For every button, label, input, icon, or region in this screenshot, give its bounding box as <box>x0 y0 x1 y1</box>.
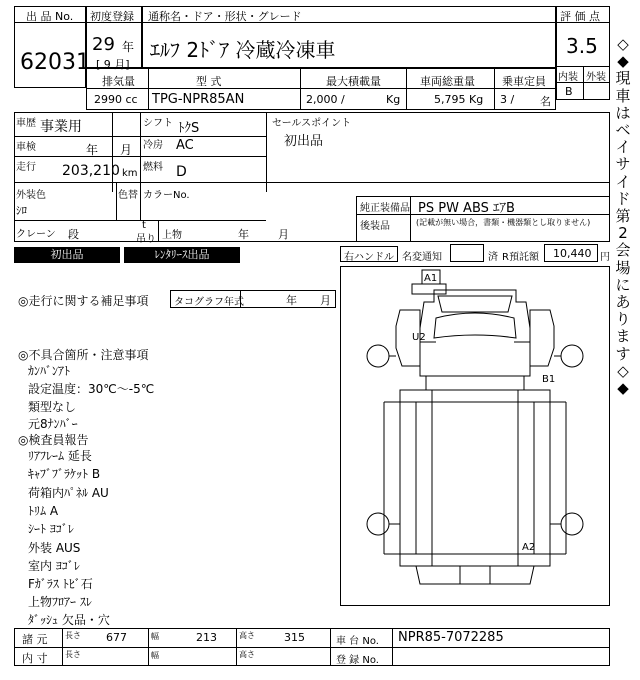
damage-mark-u2: U2 <box>412 332 426 343</box>
ship-month: 月 <box>278 228 289 241</box>
fuel-value: D <box>176 164 187 180</box>
note-line: ｼｰﾄ ﾖｺﾞﾚ <box>28 522 74 536</box>
model-value: TPG-NPR85AN <box>152 92 245 107</box>
interior-dims-label: 内 寸 <box>22 652 48 665</box>
note-line: ﾀﾞｯｼｭ 欠品・穴 <box>28 613 110 627</box>
vehicle-name: ｴﾙﾌ 2ﾄﾞｱ 冷蔵冷凍車 <box>150 38 336 62</box>
sales-point-value: 初出品 <box>284 134 324 149</box>
sales-point-label: セールスポイント <box>272 118 352 129</box>
first-listing-badge: 初出品 <box>14 247 120 263</box>
chassis-value: NPR85-7072285 <box>398 630 504 645</box>
lot-number: 62031 <box>20 50 90 75</box>
rear-panel <box>416 566 534 584</box>
height-value: 315 <box>284 631 305 644</box>
note-line: 上物ﾌﾛｱｰ ｽﾚ <box>28 595 92 609</box>
tachograph-year: 年 <box>286 294 297 307</box>
tachograph-month: 月 <box>320 294 331 307</box>
truck-diagram <box>340 266 610 606</box>
aftermarket-note: (記載が無い場合，書類・機器類とし取りません) <box>416 218 591 227</box>
front-left-wheel <box>367 345 389 367</box>
note-line: ｷｬﾌﾞﾌﾞﾗｹｯﾄ B <box>28 467 101 481</box>
registration-label: 登 録 No. <box>336 655 379 666</box>
history-label: 車歴 <box>16 118 36 129</box>
meter-change-label: 名変通知 <box>402 252 442 263</box>
first-reg-label: 初度登録 <box>90 10 134 23</box>
capacity-label: 乗車定員 <box>502 75 546 88</box>
cab-right-side <box>530 310 554 366</box>
crane-lift: 吊り <box>136 234 156 245</box>
color-value: ｼﾛ <box>16 204 27 217</box>
truck-cab-outline <box>420 290 530 376</box>
gross-weight-value: 5,795 Kg <box>434 93 484 106</box>
recycle-fee-value: 10,440 <box>553 247 592 260</box>
inspection-year: 年 <box>86 143 99 157</box>
cargo-box-outline <box>400 390 550 566</box>
rear-left-wheel <box>367 513 389 535</box>
width-value: 213 <box>196 631 217 644</box>
note-line: ﾘｱﾌﾚｰﾑ 延長 <box>28 449 92 463</box>
length-label: 長さ <box>65 631 81 640</box>
tachograph-label: タコグラフ年式 <box>174 297 244 308</box>
interior-length-label: 長さ <box>65 650 81 659</box>
first-reg-month: [ 9 月] <box>96 58 130 71</box>
interior-grade-label: 内装 <box>558 72 578 83</box>
meter-change-box <box>450 244 484 262</box>
interior-grade: B <box>565 85 573 98</box>
crane-label: クレーン <box>16 229 56 240</box>
crane-stage: 段 <box>68 228 79 241</box>
note-line: ﾄﾘﾑ A <box>28 504 59 518</box>
inspection-month: 月 <box>120 143 133 157</box>
venue-vertical-text: ◇◆現車はベイサイド第2会場にあります◇◆ <box>615 35 631 398</box>
ship-label: 上物 <box>162 230 182 241</box>
model-label: 型 式 <box>196 75 222 88</box>
interior-width-label: 幅 <box>151 651 159 660</box>
damage-mark-a2: A2 <box>522 542 536 553</box>
mileage-unit: km <box>122 168 138 179</box>
recycle-done-label: 済 <box>488 252 498 263</box>
note-line: 元8ﾅﾝﾊﾞｰ <box>28 417 78 431</box>
note-line: 設定温度：30℃〜-5℃ <box>28 382 155 396</box>
height-label: 高さ <box>239 631 255 640</box>
note-line: Fｶﾞﾗｽ ﾄﾋﾞ石 <box>28 577 93 591</box>
inspection-label: 車検 <box>16 142 36 153</box>
shift-label: シフト <box>143 118 173 129</box>
damage-mark-b1: B1 <box>542 374 556 385</box>
grade-value: 3.5 <box>566 34 598 58</box>
mileage-label: 走行 <box>16 162 36 173</box>
gross-weight-label: 車両総重量 <box>420 75 475 88</box>
first-reg-year-unit: 年 <box>122 40 135 54</box>
truck-windshield <box>434 313 516 338</box>
displacement-value: 2990 cc <box>94 93 138 106</box>
supplement-title: ◎走行に関する補足事項 <box>18 294 149 308</box>
aftermarket-label: 後装品 <box>360 221 390 232</box>
max-load-label: 最大積載量 <box>326 75 381 88</box>
cab-top <box>438 296 512 312</box>
dims-label: 諸 元 <box>22 633 48 646</box>
mark-a1-target <box>412 284 446 294</box>
rental-listing-badge: ﾚﾝﾀﾘｰｽ出品 <box>124 247 240 263</box>
vehicle-name-label: 通称名・ドア・形状・グレード <box>148 10 302 23</box>
history-value: 事業用 <box>40 119 82 135</box>
exterior-grade-label: 外装 <box>586 72 606 83</box>
chassis-label: 車 台 No. <box>336 636 379 647</box>
displacement-label: 排気量 <box>102 75 135 88</box>
recycle-fee-label: R預託額 <box>502 252 539 263</box>
notes-heading: ◎不具合箇所・注意事項 <box>18 348 149 362</box>
note-line: 類型なし <box>28 400 77 414</box>
note-line: ｶﾝﾊﾞﾝｱﾄ <box>28 364 71 378</box>
grade-label: 評 価 点 <box>560 10 600 23</box>
ship-year: 年 <box>238 228 249 241</box>
crane-t: t <box>142 220 146 231</box>
lot-label: 出 品 No. <box>26 10 74 23</box>
max-load-unit: Kg <box>386 93 401 106</box>
note-line: 外装 AUS <box>28 541 81 555</box>
shift-value: ﾄｸS <box>178 121 200 136</box>
length-value: 677 <box>106 631 127 644</box>
note-line: 荷箱内ﾊﾟﾈﾙ AU <box>28 486 109 500</box>
mileage-value: 203,210 <box>62 163 120 179</box>
color-code-label: カラーNo. <box>143 190 190 201</box>
color-change-label: 色替 <box>118 190 138 201</box>
damage-mark-a1: A1 <box>424 273 438 284</box>
cooler-label: 冷房 <box>143 140 163 151</box>
front-right-wheel <box>561 345 583 367</box>
first-reg-year: 29 <box>92 34 115 55</box>
max-load-value: 2,000 / <box>306 93 345 106</box>
fuel-label: 燃料 <box>143 162 163 173</box>
inspector-heading: ◎検査員報告 <box>18 433 89 447</box>
equipment-value: PS PW ABS ｴｱB <box>418 201 515 216</box>
equipment-label: 純正装備品 <box>360 203 410 214</box>
capacity-value: 3 / <box>500 93 515 106</box>
recycle-fee-unit: 円 <box>600 252 610 263</box>
color-label: 外装色 <box>16 190 46 201</box>
rhd-label: 右ハンドル <box>344 252 394 263</box>
interior-height-label: 高さ <box>239 650 255 659</box>
width-label: 幅 <box>151 632 159 641</box>
note-line: 室内 ﾖｺﾞﾚ <box>28 559 80 573</box>
cooler-value: AC <box>176 138 194 153</box>
capacity-unit: 名 <box>540 95 551 108</box>
rear-right-wheel <box>561 513 583 535</box>
